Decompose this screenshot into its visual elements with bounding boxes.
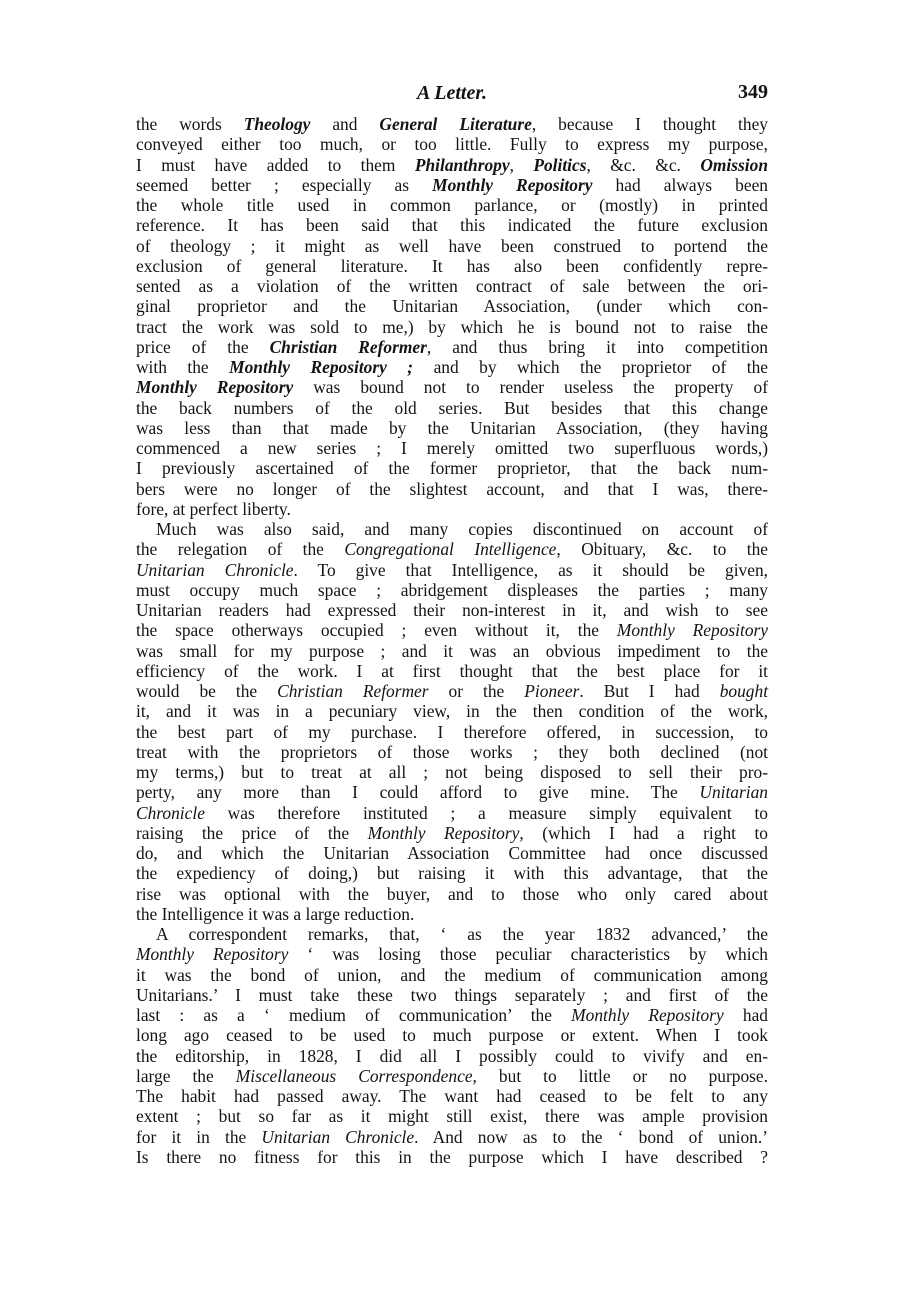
text-line	[136, 1025, 768, 1045]
text-line	[136, 620, 768, 640]
text-line	[136, 762, 768, 782]
emphasis-text: Monthly Repository	[432, 174, 593, 195]
text-segment: . And now as to the ‘ bond of union.’	[414, 1126, 768, 1147]
text-segment: large the	[136, 1065, 236, 1086]
text-segment: , Obituary, &c. to the	[556, 539, 768, 560]
text-segment: my terms,) but to treat at all ; not being disposed to sell their pro-	[136, 762, 768, 782]
text-segment: A correspondent remarks, that, ‘ as the year 1832 advanced,’ the	[156, 924, 768, 944]
running-title: A Letter.	[417, 82, 487, 104]
text-line	[136, 1046, 768, 1066]
text-line	[136, 377, 768, 397]
text-line	[136, 317, 768, 337]
text-segment: the best part of my purchase. I therefore offered, in succession, to	[136, 721, 768, 742]
text-segment: it, and it was in a pecuniary view, in the then condition of the work,	[136, 701, 768, 722]
text-line	[136, 985, 768, 1005]
text-segment: conveyed either too much, or too little. Fully to express my purpose,	[136, 134, 768, 155]
text-line	[136, 215, 768, 235]
text-line	[136, 843, 768, 863]
text-line	[136, 1066, 768, 1086]
text-segment: would be the	[136, 681, 278, 701]
text-segment: the space otherways occupied ; even without it, the	[136, 620, 617, 641]
emphasis-text: Miscellaneous Correspondence	[235, 1065, 473, 1086]
text-segment: , (which I had a right to	[519, 822, 768, 843]
text-line	[136, 722, 768, 742]
text-line	[136, 924, 768, 944]
emphasis-text: Unitarian	[699, 782, 768, 803]
text-segment: the words	[136, 114, 244, 134]
text-segment: was less than that made by the Unitarian Association, (they having	[136, 417, 768, 438]
text-segment: last : as a ‘ medium of communication’ the	[136, 1005, 572, 1025]
emphasis-text: Monthly Repository	[571, 1005, 724, 1025]
text-line	[136, 418, 768, 438]
emphasis-text: Theology	[243, 114, 311, 134]
emphasis-text: Christian Reformer	[269, 336, 427, 357]
text-line	[136, 965, 768, 985]
text-segment: long ago ceased to be used to much purpose or extent. When I took	[136, 1025, 768, 1046]
text-segment: extent ; but so far as it might still exist, there was ample provision	[136, 1106, 768, 1127]
text-segment: commenced a new series ; I merely omitted two superfluous words,)	[136, 438, 768, 458]
text-line	[136, 661, 768, 681]
text-segment: the back numbers of the old series. But besides that this change	[136, 397, 768, 418]
text-line	[136, 580, 768, 600]
text-segment: was small for my purpose ; and it was an obvious impediment to the	[136, 640, 768, 661]
text-line	[136, 1127, 768, 1147]
text-segment: The habit had passed away. The want had ceased to be felt to any	[136, 1086, 768, 1106]
text-line	[136, 904, 768, 924]
text-line	[136, 155, 768, 175]
text-line	[136, 681, 768, 701]
text-segment: must occupy much space ; abridgement displeases the parties ; many	[136, 579, 768, 600]
emphasis-text: bought	[719, 681, 769, 701]
running-header	[136, 80, 768, 110]
text-segment: was therefore instituted ; a measure simply equivalent to	[204, 802, 768, 823]
text-line	[136, 1005, 768, 1025]
text-segment: Is there no fitness for this in the purpose which I have described ?	[136, 1146, 768, 1167]
text-segment: the relegation of the	[136, 539, 345, 560]
text-segment: or the	[428, 681, 525, 701]
emphasis-text: Monthly Repository	[367, 822, 520, 843]
text-segment: and	[310, 114, 380, 134]
emphasis-text: Unitarian Chronicle	[261, 1126, 415, 1147]
emphasis-text: Chronicle	[136, 802, 205, 823]
text-segment: bers were no longer of the slightest account, and that I was, there-	[136, 478, 768, 499]
text-segment: , but to little or no purpose.	[472, 1065, 768, 1086]
emphasis-text: Politics	[533, 154, 587, 175]
emphasis-text: Monthly Repository ;	[229, 357, 414, 377]
text-line	[136, 236, 768, 256]
page-number: 349	[738, 81, 768, 103]
text-line	[136, 175, 768, 195]
text-line	[136, 803, 768, 823]
text-segment: reference. It has been said that this indicated the future exclusion	[136, 215, 768, 236]
emphasis-text: Congregational Intelligence	[344, 539, 557, 560]
text-segment: I must have added to them	[136, 154, 415, 175]
text-line	[136, 560, 768, 580]
text-segment: ‘ was losing those peculiar characteristics by which	[288, 944, 768, 965]
text-line	[136, 600, 768, 620]
text-line	[136, 701, 768, 721]
body-text	[136, 114, 768, 1167]
text-line	[136, 823, 768, 843]
text-segment: Much was also said, and many copies discontinued on account of	[156, 519, 768, 539]
text-segment: efficiency of the work. I at first thought that the best place for it	[136, 660, 768, 681]
text-segment: the editorship, in 1828, I did all I possibly could to vivify and en-	[136, 1045, 768, 1066]
text-segment: perty, any more than I could afford to give mine. The	[136, 782, 700, 803]
text-segment: the Intelligence it was a large reduction.	[136, 903, 415, 924]
text-segment: ginal proprietor and the Unitarian Association, (under which con-	[136, 296, 768, 317]
text-segment: for it in the	[136, 1126, 262, 1147]
text-line	[136, 337, 768, 357]
emphasis-text: Unitarian Chronicle	[136, 559, 294, 580]
text-segment: do, and which the Unitarian Association Committee had once discussed	[136, 843, 768, 863]
text-segment: seemed better ; especially as	[136, 174, 433, 195]
text-segment: exclusion of general literature. It has also been confidently repre-	[136, 255, 768, 276]
emphasis-text: Omission	[700, 154, 768, 175]
text-segment: tract the work was sold to me,) by which he is bound not to raise the	[136, 316, 768, 337]
text-segment: . But I had	[579, 681, 720, 701]
text-line	[136, 134, 768, 154]
text-line	[136, 499, 768, 519]
text-segment: the whole title used in common parlance, or (mostly) in printed	[136, 195, 768, 215]
text-line	[136, 863, 768, 883]
text-segment: sented as a violation of the written contract of sale between the ori-	[136, 276, 768, 296]
text-segment: , and thus bring it into competition	[426, 336, 768, 357]
text-line	[136, 539, 768, 559]
text-segment: , &c. &c.	[586, 154, 701, 175]
text-segment: the expediency of doing,) but raising it with this advantage, that the	[136, 863, 768, 884]
text-line	[136, 256, 768, 276]
text-segment: had always been	[592, 174, 768, 195]
text-line	[136, 398, 768, 418]
text-line	[136, 479, 768, 499]
text-segment: of theology ; it might as well have been construed to portend the	[136, 235, 768, 256]
text-segment: it was the bond of union, and the medium of communication among	[136, 964, 768, 985]
emphasis-text: Philanthropy	[414, 154, 510, 175]
text-line	[136, 458, 768, 478]
text-segment: ,	[509, 154, 534, 175]
text-line	[136, 519, 768, 539]
text-segment: Unitarians.’ I must take these two things separately ; and first of the	[136, 984, 768, 1005]
emphasis-text: Monthly Repository	[136, 944, 289, 965]
text-line	[136, 276, 768, 296]
emphasis-text: Christian Reformer	[277, 681, 429, 701]
text-segment: with the	[136, 357, 230, 377]
text-segment: treat with the proprietors of those works ; they both declined (not	[136, 741, 768, 762]
text-segment: had	[723, 1005, 768, 1025]
emphasis-text: Monthly Repository	[136, 377, 294, 398]
text-segment: Unitarian readers had expressed their non-interest in it, and wish to see	[136, 600, 768, 620]
text-line	[136, 641, 768, 661]
text-segment: rise was optional with the buyer, and to those who only cared about	[136, 883, 768, 904]
text-line	[136, 782, 768, 802]
text-segment: was bound not to render useless the property of	[293, 377, 768, 398]
text-line	[136, 742, 768, 762]
text-line	[136, 296, 768, 316]
text-line	[136, 944, 768, 964]
emphasis-text: General Literature	[379, 114, 532, 134]
text-segment: . To give that Intelligence, as it should be given,	[293, 559, 769, 580]
text-line	[136, 1106, 768, 1126]
text-segment: and by which the proprietor of the	[413, 357, 769, 377]
text-line	[136, 438, 768, 458]
text-segment: fore, at perfect liberty.	[136, 498, 291, 519]
text-line	[136, 114, 768, 134]
text-segment: price of the	[136, 336, 270, 357]
text-line	[136, 1147, 768, 1167]
text-segment: , because I thought they	[531, 114, 768, 134]
text-line	[136, 357, 768, 377]
text-line	[136, 1086, 768, 1106]
text-segment: raising the price of the	[136, 822, 368, 843]
emphasis-text: Pioneer	[524, 681, 580, 701]
text-line	[136, 884, 768, 904]
text-segment: I previously ascertained of the former proprietor, that the back num-	[136, 458, 768, 479]
emphasis-text: Monthly Repository	[616, 620, 768, 641]
text-line	[136, 195, 768, 215]
